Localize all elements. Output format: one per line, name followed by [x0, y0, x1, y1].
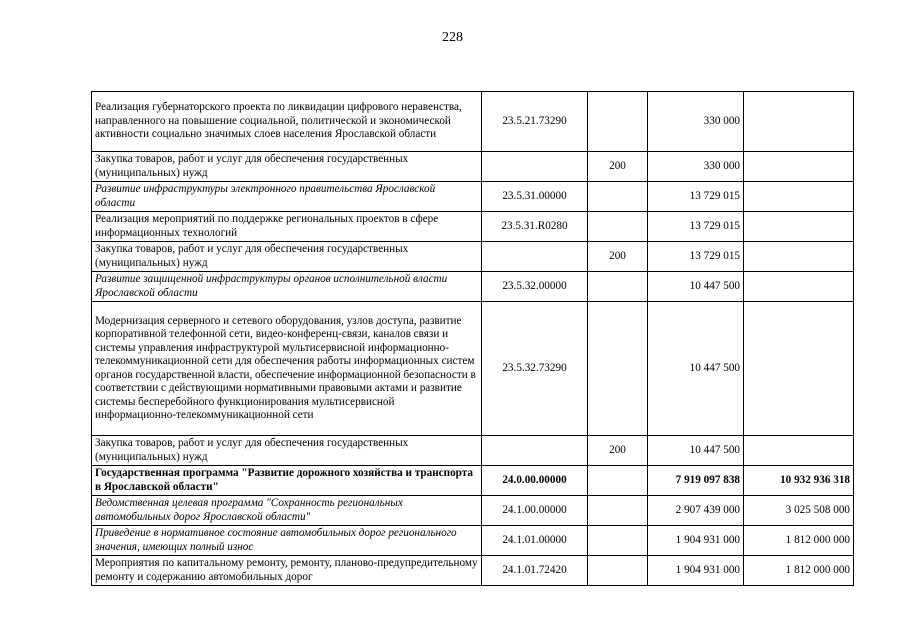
table-row	[92, 212, 854, 242]
cell-sum2	[744, 272, 854, 302]
cell-type	[588, 556, 648, 586]
page-number: 228	[442, 30, 463, 45]
cell-sum2	[744, 182, 854, 212]
cell-sum1: 13 729 015	[648, 182, 744, 212]
cell-sum2	[744, 152, 854, 182]
budget-table	[91, 91, 854, 586]
cell-type: 200	[588, 242, 648, 272]
budget-table-body	[92, 92, 854, 586]
cell-code: 23.5.31.00000	[482, 182, 588, 212]
cell-sum2	[744, 242, 854, 272]
cell-sum1: 2 907 439 000	[648, 496, 744, 526]
cell-code	[482, 436, 588, 466]
table-row	[92, 526, 854, 556]
cell-sum1: 330 000	[648, 92, 744, 152]
cell-sum2	[744, 436, 854, 466]
cell-name: Приведение в нормативное состояние автомобильных дорог регионального значения, имеющих полный износ	[92, 526, 482, 556]
cell-type	[588, 526, 648, 556]
cell-name: Закупка товаров, работ и услуг для обеспечения государственных (муниципальных) нужд	[92, 436, 482, 466]
cell-code: 23.5.21.73290	[482, 92, 588, 152]
cell-code: 23.5.32.73290	[482, 302, 588, 436]
cell-sum2	[744, 92, 854, 152]
cell-sum1: 10 447 500	[648, 272, 744, 302]
cell-name: Развитие инфраструктуры электронного правительства Ярославской области	[92, 182, 482, 212]
cell-name: Развитие защищенной инфраструктуры органов исполнительной власти Ярославской области	[92, 272, 482, 302]
cell-name: Ведомственная целевая программа "Сохранность региональных автомобильных дорог Ярославской области"	[92, 496, 482, 526]
cell-sum2	[744, 212, 854, 242]
cell-code: 24.1.01.72420	[482, 556, 588, 586]
cell-sum1: 330 000	[648, 152, 744, 182]
cell-code	[482, 152, 588, 182]
table-row	[92, 466, 854, 496]
cell-sum1: 1 904 931 000	[648, 556, 744, 586]
cell-sum2: 1 812 000 000	[744, 526, 854, 556]
cell-sum1: 13 729 015	[648, 242, 744, 272]
table-row	[92, 272, 854, 302]
table-row	[92, 556, 854, 586]
cell-name: Реализация губернаторского проекта по ликвидации цифрового неравенства, направленного на повышение социальной, политической и экономической активности социально значимых слоев населения Ярославской области	[92, 92, 482, 152]
cell-name: Реализация мероприятий по поддержке региональных проектов в сфере информационных технологий	[92, 212, 482, 242]
cell-name: Мероприятия по капитальному ремонту, ремонту, планово-предупредительному ремонту и содержанию автомобильных дорог	[92, 556, 482, 586]
cell-sum1: 13 729 015	[648, 212, 744, 242]
cell-sum1: 10 447 500	[648, 302, 744, 436]
cell-sum1: 1 904 931 000	[648, 526, 744, 556]
cell-type	[588, 212, 648, 242]
cell-type	[588, 272, 648, 302]
cell-code: 23.5.32.00000	[482, 272, 588, 302]
cell-code: 24.0.00.00000	[482, 466, 588, 496]
cell-code	[482, 242, 588, 272]
table-row	[92, 302, 854, 436]
cell-sum2: 1 812 000 000	[744, 556, 854, 586]
cell-name: Закупка товаров, работ и услуг для обеспечения государственных (муниципальных) нужд	[92, 242, 482, 272]
cell-type	[588, 92, 648, 152]
table-row	[92, 496, 854, 526]
cell-type: 200	[588, 152, 648, 182]
table-row	[92, 92, 854, 152]
cell-sum1: 7 919 097 838	[648, 466, 744, 496]
table-row	[92, 242, 854, 272]
cell-sum1: 10 447 500	[648, 436, 744, 466]
table-row	[92, 436, 854, 466]
cell-type	[588, 496, 648, 526]
cell-name: Модернизация серверного и сетевого оборудования, узлов доступа, развитие корпоративной телефонной сети, видео-конференц-связи, каналов связи и системы управления инфраструктурой мультисервисной информационно-телекоммуникационной сети для обеспечения работы информационных систем органов государственной власти, обеспечение информационной безопасности в соответствии с действующими нормативными правовыми актами и развитие системы бесперебойного функционирования мультисервисной информационно-телекоммуникационной сети	[92, 302, 482, 436]
cell-sum2: 10 932 936 318	[744, 466, 854, 496]
table-row	[92, 152, 854, 182]
cell-type	[588, 466, 648, 496]
table-row	[92, 182, 854, 212]
cell-code: 24.1.01.00000	[482, 526, 588, 556]
cell-name: Закупка товаров, работ и услуг для обеспечения государственных (муниципальных) нужд	[92, 152, 482, 182]
cell-sum2: 3 025 508 000	[744, 496, 854, 526]
cell-code: 24.1.00.00000	[482, 496, 588, 526]
cell-type	[588, 182, 648, 212]
cell-code: 23.5.31.R0280	[482, 212, 588, 242]
cell-type	[588, 302, 648, 436]
cell-type: 200	[588, 436, 648, 466]
cell-name: Государственная программа "Развитие дорожного хозяйства и транспорта в Ярославской области"	[92, 466, 482, 496]
cell-sum2	[744, 302, 854, 436]
